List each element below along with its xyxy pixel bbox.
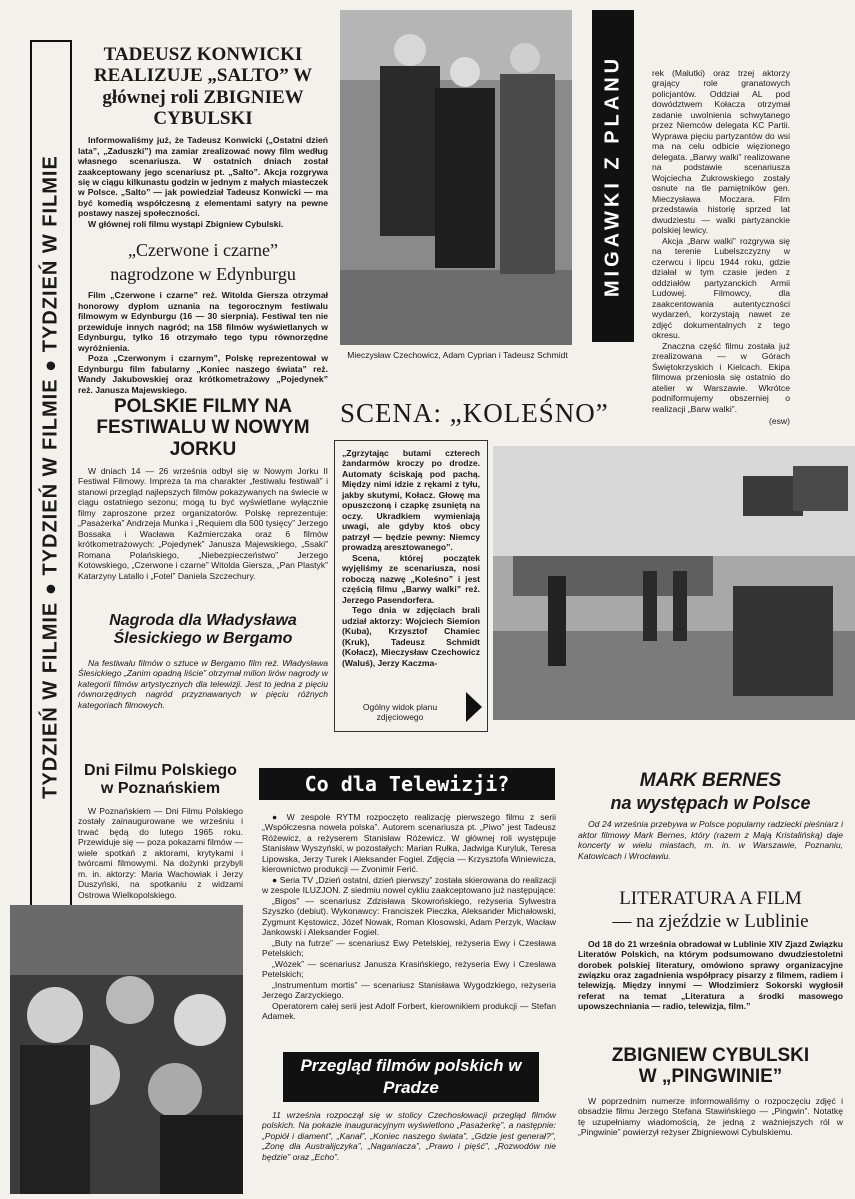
bernes-body: Od 24 września przebywa w Polsce popularny radziecki pieśniarz i aktor filmowy Mark Bernes, który (razem z Mają Kristalińską) daje koncerty w wielu miastach, m. in. w Warszawie, Poznaniu, Katowicach i Wrocławiu. — [578, 819, 843, 861]
photo-top-caption: Mieczysław Czechowicz, Adam Cyprian i Tadeusz Schmidt — [347, 350, 568, 360]
soldiers-photo — [340, 10, 572, 345]
scena-title: SCENA: „KOLEŚNO” — [340, 398, 609, 428]
pingwin-title1: ZBIGNIEW CYBULSKI — [611, 1045, 810, 1066]
poznan-body: W Poznańskiem — Dni Filmu Polskiego zostały zainaugurowane we wrześniu i trwać będą do lutego 1965 roku. Przewiduje się — poza pokazami filmów — wiele spotkań z aktorami, krytykami i twórcami filmowymi. Na dożynki przybyli m. in. aktorzy: Maria Wachowiak i Jerzy Duszyński, na spotkaniu z widzami Ostrowa Wielkopolskiego. — [78, 805, 243, 900]
article-literatura — [578, 888, 843, 1012]
konwicki-title: TADEUSZ KONWICKI REALIZUJE „SALTO” W głównej roli ZBIGNIEW CYBULSKI — [93, 44, 313, 129]
nowyjork-title: POLSKIE FILMY NA FESTIWALU W NOWYM JORKU — [96, 396, 310, 460]
article-poznan — [78, 762, 243, 900]
pingwin-title2: W „PINGWINIE” — [638, 1066, 783, 1088]
bernes-title2: na występach w Polsce — [610, 793, 811, 814]
crowd-photo-art — [10, 905, 243, 1194]
bernes-title1: MARK BERNES — [639, 770, 782, 791]
czerwone-body: Film „Czerwone i czarne” reż. Witolda Giersza otrzymał honorowy dyplom uznania na tegorocznym festiwalu filmowym w Edynburgu (16 — 30 sierpnia). Festiwal ten nie przewiduje innych nagród; na 158 filmów wyświetlanych w Edynburgu, tylko 16 otrzymało tego typu równorzędne wyróżnienia. Poza „Czerwonym i czarnym”, Polskę reprezentował w Edynburgu film fabularny „Koniec naszego świata” reż. Wandy Jakubowskiej oraz krótkometrażowy „Pojedynek” reż. Janusza Majewskiego. — [78, 290, 328, 395]
migawki-label: MIGAWKI Z PLANU — [601, 54, 624, 298]
poznan-title: Dni Filmu Polskiego w Poznańskiem — [84, 762, 237, 797]
literatura-title1: LITERATURA A FILM — [619, 888, 802, 909]
article-czerwone — [78, 240, 328, 395]
czerwone-title2: nagrodzone w Edynburgu — [110, 264, 296, 285]
telewizja-title: Co dla Telewizji? — [259, 768, 555, 800]
literatura-body: Od 18 do 21 września obradował w Lublinie XIV Zjazd Związku Literatów Polskich, na którym podsumowano dwudziestoletni dorobek polskiej literatury, omówiono sprawy organizacyjne związku oraz zagadnienia współpracy pisarzy z filmem, radiem i telewizją. Między innymi — Włodzimierz Sokorski wygłosił referat na temat „Literatura a środki masowego upowszechniania — radio, telewizja, film.” — [578, 938, 843, 1012]
scena-caption: Ogólny widok planu zdjęciowego — [362, 702, 438, 723]
sidebar-label: TYDZIEŃ W FILMIE ● TYDZIEŃ W FILMIE ● TYDZIEŃ W FILMIE — [39, 155, 62, 799]
pradze-body: 11 września rozpoczął się w stolicy Czechosłowacji przegląd filmów polskich. Na pokazie inauguracyjnym wyświetlono „Pasażerkę”, a następnie: „Popiół i diament”, „Kanał”, „Koniec naszego świata”, „Gdzie jest generał?”, „Żonę dla Australijczyka”, „Naganiacza”, „Prawo i pięść”, „Rozwodów nie będzie” oraz „Echo”. — [262, 1110, 556, 1162]
article-bernes — [578, 770, 843, 861]
telewizja-body: ● W zespole RYTM rozpoczęto realizację pierwszego filmu z serii „Współczesna nowela polska”. Autorem scenariusza pt. „Piwo” jest Tadeusz Różewicz, a reżyserem Stanisław Różewicz. W głównej roli występuje Stanisław Wyszyński, w pozostałych: Marian Rułka, Jadwiga Kuryluk, Teresa Lipowska, Jerzy Turek i Aleksander Fogiel. Zdjęcia — Krzysztofa Winiewicza, kierownictwo produkcji — Zvonimir Ferić. ● Seria TV „Dzień ostatni, dzień pierwszy” została skierowana do realizacji w zespole ILUZJON. Z siedmiu nowel cykliu zaakceptowano już następujące: „Bigos” — scenariusz Zdzisława Skowrońskiego, reżyseria Sylwestra Szyszko (debiut). Wykonawcy: Franciszek Pieczka, Aleksander Michałowski, Zygmunt Kęstowicz, Józef Nowak, Roman Kłosowski, Adam Perzyk, Wacław Jankowski i Aleksander Fogiel. „Buty na futrze” — scenariusz Ewy Petelskiej, reżyseria Ewy i Czesława Petelskich; „Wózek” — scenariusz Janusza Krasińskiego, reżyseria Ewy i Czesława Petelskich; „Instrumentum mortis” — scenariusz Stanisława Wygodzkiego, reżyseria Jerzego Zarzyckiego. Operatorem całej serii jest Adolf Forbert, kierownikiem produkcji — Stefan Adamek. — [262, 812, 556, 1022]
pingwin-body: W poprzednim numerze informowaliśmy o rozpoczęciu zdjęć i obsadzie filmu Jerzego Stefana Stawińskiego — „Pingwin”. Notatkę tę uzupełniamy wiadomością, że jedną z ważniejszych ról w „Pingwinie” powierzył reżyser Zbigniewowi Cybulskiemu. — [578, 1095, 843, 1137]
section-sidebar — [30, 40, 72, 914]
article-slesicki — [78, 612, 328, 710]
film-set-photo — [493, 446, 855, 720]
film-set-photo-art — [493, 446, 855, 720]
czerwone-title1: „Czerwone i czarne” — [128, 240, 278, 260]
crowd-photo — [10, 905, 243, 1194]
migawki-body: rek (Malutki) oraz trzej aktorzy grający role granatowych policjantów. Oddział AL pod dowództwem Kołacza otrzymał zadanie uwolnienia schwytanego przez Niemców delegata KC Partii. Wyprawa pięciu partyzantów do wsi ma na celu odbicie więzionego delegata. „Barwy walki” realizowane na podstawie scenariusza Wojciecha Żukrowskiego zostały osnute na tle pamiętników gen. Mieczysława Moczara. Film przedstawia historię sprzed lat dwudziestu — walki partyzanckie polskiej lewicy. Akcja „Barw walki” rozgrywa się na terenie Lubelszczyzny w czerwcu i lipcu 1944 roku, gdzie działał w tym czasie jeden z oddziałów partyzanckich Armii Ludowej. Filmowcy, dla zaakcentowania autentyczności wydarzeń, korzystają nawet ze zdjęć dokumentalnych z tego okresu. Znaczna część filmu została już zrealizowana — w Górach Świętokrzyskich i Kielcach. Ekipa filmowa przeniosła się ostatnio do atelier w Warszawie. Wkrótce podniformujemy obszerniej o realizacji „Barw walki”. (esw) — [652, 68, 790, 426]
slesicki-body: Na festiwalu filmów o sztuce w Bergamo film reż. Władysława Ślesickiego „Zanim opadną liście” otrzymał milion lirów nagrody w kategorii filmów artystycznych dla telewizji. Jest to jedna z pięciu równorzędnych nagród przyznawanych w pięciu różnych kategoriach filmowych. — [78, 657, 328, 710]
literatura-title2: — na zjeździe w Lublinie — [612, 911, 809, 933]
slesicki-title: Nagroda dla Władysława Ślesickiego w Bergamo — [109, 612, 297, 647]
article-pingwin — [578, 1045, 843, 1137]
nowyjork-body: W dniach 14 — 26 września odbył się w Nowym Jorku II Festiwal Filmowy. Impreza ta ma charakter „festiwalu festiwali” i stanowi przegląd najlepszych filmów pokazywanych na świecie w ciągu ostatniego sezonu; mogą tu być wyświetlane wyłącznie filmy zaproszone przez organizatorów. Polskę reprezentuje: „Pasażerka” Andrzeja Munka i „Requiem dla 500 tysięcy” Jerzego Bossaka i Wacława Kaźmierczaka oraz 6 filmów krótkometrażowych: „Pojedynek” Janusza Majewskiego, „Ssaki” Romana Polańskiego, „Niebezpieczeństwo” Jerzego Kotowskiego, „Czerwone i czarne” Witolda Giersza, „Pan Plastyk” Katarzyny Latallo i „Fotel” Daniela Szczechury. — [78, 465, 328, 581]
scena-body: „Zgrzytając butami czterech żandarmów kroczy po drodze. Automaty ściskają pod pachą. Między nimi idzie z rękami z tyłu, jakby skutymi, Kołacz. Głowę ma opuszczoną i czapkę zsuniętą na oczy. Ukradkiem wymieniają uwagi, ale gdyby ktoś obcy patrzył — będzie pewny: Niemcy prowadzą aresztowanego”. Scena, której początek wyjęliśmy ze scenariusza, nosi roboczą nazwę „Koleśno” i jest częścią filmu „Barwy walki” reż. Jerzego Pasendorfera. Tego dnia w zdjęciach brali udział aktorzy: Wojciech Siemion (Kuba), Krzysztof Chamiec (Kruk), Tadeusz Schmidt (Kołacz), Mieczysław Czechowicz (Waluś), Jerzy Kaczma- — [342, 448, 480, 668]
konwicki-body: Informowaliśmy już, że Tadeusz Konwicki („Ostatni dzień lata”, „Zaduszki”) ma zamiar zrealizować nowy film według własnego scenariusza. W ostatnich dniach został zaakceptowany jego scenariusz pt. „Salto”. Akcja rozgrywa się w ciągu kilkunastu godzin w jednym z małych miasteczek w Polsce. „Salto” — jak powiedział Tadeusz Konwicki — ma być komedią współczesną z elementami satyry na pewne postawy naszej społeczności. W głównej roli filmu wystąpi Zbigniew Cybulski. — [78, 135, 328, 229]
arrow-right-icon — [466, 692, 482, 722]
migawki-banner — [592, 10, 634, 342]
pradze-title: Przegląd filmów polskich w Pradze — [283, 1052, 539, 1102]
soldiers-photo-art — [340, 10, 572, 345]
migawki-signature: (esw) — [768, 415, 790, 426]
article-nowyjork — [78, 396, 328, 581]
article-konwicki — [78, 44, 328, 229]
